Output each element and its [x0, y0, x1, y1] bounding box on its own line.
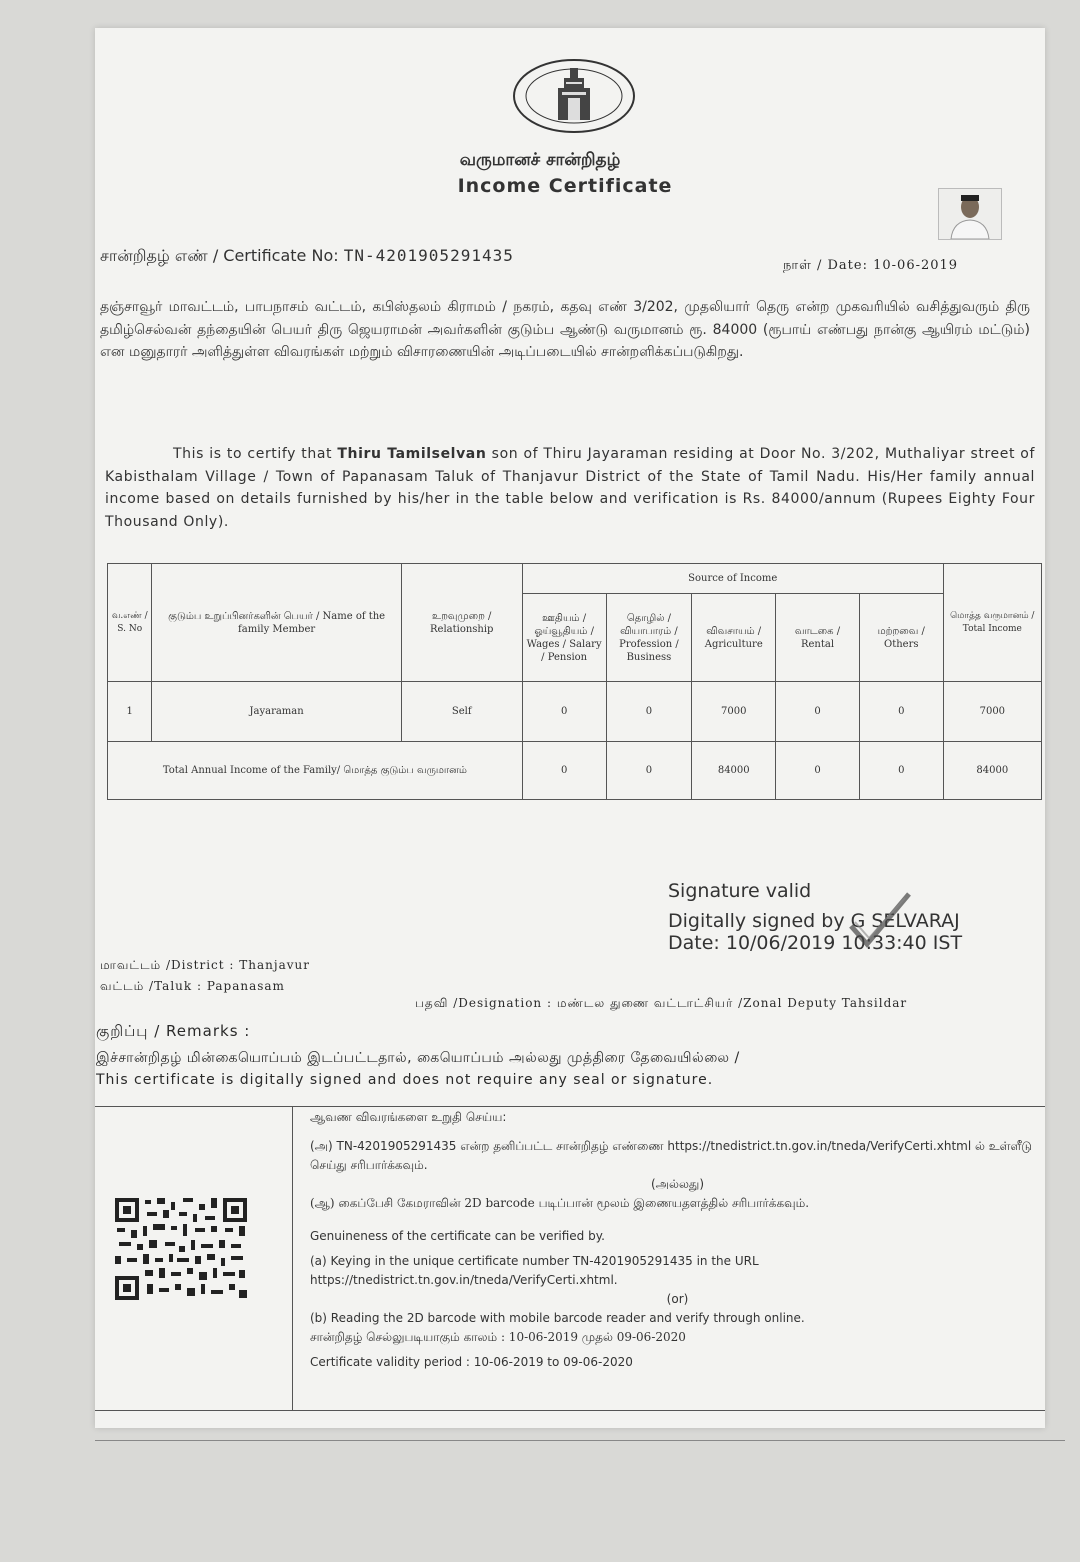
table-row [108, 682, 1042, 742]
applicant-name: Thiru Tamilselvan [337, 446, 487, 462]
cell-others: 0 [859, 682, 943, 742]
qr-code[interactable] [113, 1196, 249, 1302]
divider [292, 1106, 293, 1411]
cell-profession: 0 [606, 682, 692, 742]
tamilnadu-emblem-seal [512, 58, 636, 134]
certificate-number: TN-4201905291435 [343, 246, 514, 265]
taluk-text: வட்டம் /Taluk : Papanasam [100, 979, 285, 993]
col-others: மற்றவை / Others [859, 594, 943, 682]
total-wages: 0 [522, 742, 606, 800]
verify-a-tamil: (அ) TN-4201905291435 என்ற தனிப்பட்ட சான்றிதழ் எண்ணை https://tnedistrict.tn.gov.in/tneda/VerifyCerti.xhtml ல் உள்ளீடு செய்து சரிபார்க்கவும். [310, 1139, 1033, 1172]
divider [95, 1410, 1045, 1411]
verify-b-tamil: (ஆ) கைப்பேசி கேமராவின் 2D barcode படிப்பான் மூலம் இணையதளத்தில் சரிபார்க்கவும். [310, 1196, 810, 1210]
col-total-income: மொத்த வருமானம் / Total Income [943, 564, 1041, 682]
total-others: 0 [859, 742, 943, 800]
col-wages: ஊதியம் / ஓய்வூதியம் / Wages / Salary / Pension [522, 594, 606, 682]
signed-by-text: Digitally signed by G SELVARAJ [668, 910, 960, 932]
cell-name: Jayaraman [152, 682, 401, 742]
verify-b-english: (b) Reading the 2D barcode with mobile barcode reader and verify through online. [310, 1311, 805, 1325]
verification-instructions [310, 1108, 1045, 1372]
divider [95, 1106, 1045, 1107]
cell-wages: 0 [522, 682, 606, 742]
cell-rental: 0 [776, 682, 860, 742]
designation-text: பதவி /Designation : மண்டல துணை வட்டாட்சியர் /Zonal Deputy Tahsildar [415, 996, 908, 1010]
date-value: 10-06-2019 [873, 258, 959, 273]
certificate-number-label: சான்றிதழ் எண் / Certificate No: [100, 246, 339, 265]
divider [95, 1440, 1065, 1441]
validity-english: Certificate validity period : 10-06-2019 to 09-06-2020 [310, 1355, 633, 1369]
table-total-row [108, 742, 1042, 800]
total-label: Total Annual Income of the Family/ மொத்த குடும்ப வருமானம் [108, 742, 523, 800]
verify-heading-tamil: ஆவண விவரங்களை உறுதி செய்ய: [310, 1110, 507, 1124]
col-agriculture: விவசாயம் / Agriculture [692, 594, 776, 682]
cell-relationship: Self [401, 682, 522, 742]
col-profession: தொழில் / வியாபாரம் / Profession / Business [606, 594, 692, 682]
validity-tamil: சான்றிதழ் செல்லுபடியாகும் காலம் : 10-06-2019 முதல் 09-06-2020 [310, 1330, 686, 1344]
district-taluk-block [100, 955, 310, 997]
signed-date-text: Date: 10/06/2019 10:33:40 IST [668, 932, 963, 954]
certificate-body-english: This is to certify that Thiru Tamilselvan son of Thiru Jayaraman residing at Door No. 3/202, Muthaliyar street of Kabisthalam Village / Town of Papanasam Taluk of Thanjavur District of the State of Tamil Nadu. His/Her family annual income based on details furnished by his/her in the table below and verification is Rs. 84000/annum (Rupees Eighty Four Thousand Only). [105, 446, 1036, 530]
district-text: மாவட்டம் /District : Thanjavur [100, 958, 310, 972]
certificate-number-line [100, 246, 514, 267]
col-source-of-income: Source of Income [522, 564, 943, 594]
col-relationship: உறவுமுறை / Relationship [401, 564, 522, 682]
cell-total: 7000 [943, 682, 1041, 742]
total-agriculture: 84000 [692, 742, 776, 800]
date-line [783, 258, 958, 274]
remarks-tamil: இச்சான்றிதழ் மின்கையொப்பம் இடப்பட்டதால், கையொப்பம் அல்லது முத்திரை தேவையில்லை / [96, 1050, 740, 1066]
cell-agriculture: 7000 [692, 682, 776, 742]
cell-sno: 1 [108, 682, 152, 742]
verify-heading-english: Genuineness of the certificate can be verified by. [310, 1229, 605, 1243]
total-income: 84000 [943, 742, 1041, 800]
remarks-label: குறிப்பு / Remarks : [96, 1022, 251, 1040]
income-table [107, 563, 1042, 800]
check-mark-icon [845, 888, 915, 956]
verify-or-tamil: (அல்லது) [650, 1177, 705, 1191]
total-rental: 0 [776, 742, 860, 800]
applicant-photo [938, 188, 1002, 240]
verify-a-english: (a) Keying in the unique certificate number TN-4201905291435 in the URL https://tnedistrict.tn.gov.in/tneda/VerifyCerti.xhtml. [310, 1254, 759, 1287]
title-tamil: வருமானச் சான்றிதழ் [459, 150, 621, 170]
col-name: குடும்ப உறுப்பினர்களின் பெயர் / Name of the family Member [152, 564, 401, 682]
signature-valid-text: Signature valid [668, 880, 812, 902]
verify-or-english: (or) [666, 1292, 689, 1306]
digital-signature-block [668, 880, 962, 954]
certificate-body-tamil: தஞ்சாவூர் மாவட்டம், பாபநாசம் வட்டம், கபிஸ்தலம் கிராமம் / நகரம், கதவு எண் 3/202, முதலியார் தெரு என்ற முகவரியில் வசித்துவரும் திரு தமிழ்செல்வன் தந்தையின் பெயர் திரு ஜெயராமன் அவர்களின் குடும்ப ஆண்டு வருமானம் ரூ. 84000 (ரூபாய் எண்பது நான்கு ஆயிரம் மட்டும்) என மனுதாரர் அளித்துள்ள விவரங்கள் மற்றும் விசாரணையின் அடிப்படையில் சான்றளிக்கப்படுகிறது. [100, 299, 1030, 360]
date-label: நாள் / Date: [783, 258, 868, 273]
remarks-english: This certificate is digitally signed and does not require any seal or signature. [96, 1072, 714, 1088]
col-rental: வாடகை / Rental [776, 594, 860, 682]
total-profession: 0 [606, 742, 692, 800]
col-sno: வ.எண் / S. No [108, 564, 152, 682]
title-english: Income Certificate [457, 175, 673, 197]
